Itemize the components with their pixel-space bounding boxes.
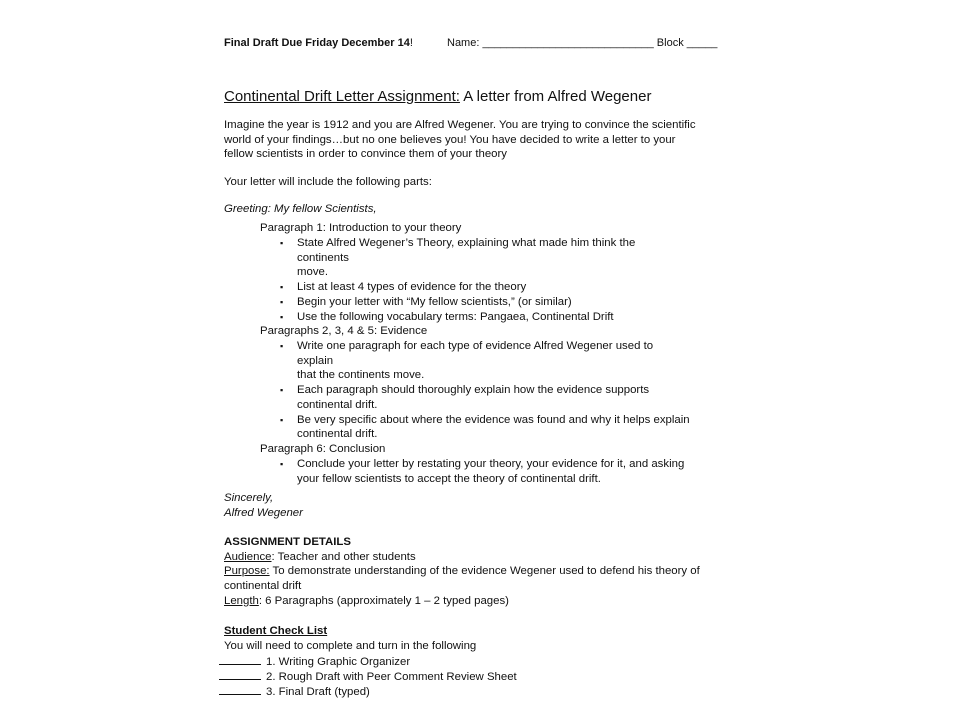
- closing-signature: Alfred Wegener: [224, 506, 303, 519]
- details-heading: ASSIGNMENT DETAILS: [224, 536, 351, 548]
- intro-line: world of your findings…but no one believes you! You have decided to write a letter to your: [224, 133, 676, 146]
- bullet-line: move.: [297, 266, 329, 279]
- intro-paragraph: [224, 118, 704, 162]
- assignment-details: [224, 535, 704, 609]
- title-rest: A letter from Alfred Wegener: [459, 88, 652, 105]
- checklist-item-label: 2. Rough Draft with Peer Comment Review Sheet: [266, 671, 517, 683]
- bullet-item: [280, 413, 690, 442]
- due-date-suffix: !: [409, 37, 413, 49]
- bullet-line: ▪ Each paragraph should thoroughly explain how the evidence supports: [297, 384, 650, 397]
- paragraph2-heading: Paragraphs 2, 3, 4 & 5: Evidence: [260, 325, 428, 337]
- student-checklist: [224, 624, 704, 653]
- greeting: Greeting: My fellow Scientists,: [224, 203, 377, 215]
- checklist-heading: Student Check List: [224, 625, 328, 637]
- bullet-line: ▪ Use the following vocabulary terms: Pangaea, Continental Drift: [297, 310, 614, 323]
- bullet-item: [280, 310, 690, 325]
- purpose-row: [224, 564, 704, 579]
- bullet-item: [280, 295, 690, 310]
- bullet-line: your fellow scientists to accept the theory of continental drift.: [297, 472, 601, 485]
- paragraph6-bullets: [280, 457, 690, 486]
- parts-intro: Your letter will include the following parts:: [224, 176, 432, 188]
- bullet-line: continental drift.: [297, 398, 378, 411]
- bullet-line: that the continents move.: [297, 369, 425, 382]
- intro-line: Imagine the year is 1912 and you are Alfred Wegener. You are trying to convince the scientific: [224, 119, 696, 131]
- bullet-line: ▪ Write one paragraph for each type of evidence Alfred Wegener used to explain: [297, 340, 654, 367]
- paragraph1-bullets: [280, 236, 690, 324]
- title-underlined: Continental Drift Letter Assignment:: [224, 88, 460, 105]
- bullet-line: ▪ Begin your letter with “My fellow scientists,” (or similar): [297, 295, 572, 308]
- bullet-item: [280, 457, 690, 486]
- bullet-item: [280, 339, 690, 383]
- paragraph2-bullets: [280, 339, 690, 442]
- due-date-header: [224, 37, 413, 49]
- check-blank: [219, 683, 261, 695]
- bullet-item: [280, 236, 690, 280]
- paragraph1-heading: Paragraph 1: Introduction to your theory: [260, 222, 462, 234]
- bullet-line: ▪ List at least 4 types of evidence for the theory: [297, 281, 527, 294]
- checklist-item-label: 3. Final Draft (typed): [266, 686, 370, 698]
- check-blank: [219, 668, 261, 680]
- bullet-line: ▪ Conclude your letter by restating your theory, your evidence for it, and asking: [297, 458, 685, 470]
- checklist-item: [219, 683, 370, 700]
- bullet-item: [280, 280, 690, 295]
- closing-salutation: Sincerely,: [224, 492, 274, 504]
- length-label: Length: [224, 594, 259, 607]
- bullet-line: continental drift.: [297, 428, 378, 441]
- purpose-text: To demonstrate understanding of the evidence Wegener used to defend his theory of: [269, 565, 700, 578]
- purpose-label: Purpose:: [224, 565, 270, 578]
- due-date-text: Final Draft Due Friday December 14: [224, 37, 410, 49]
- bullet-item: [280, 383, 690, 412]
- length-row: [224, 594, 704, 609]
- name-block-line: Name: ____________________________ Block _____: [447, 37, 718, 49]
- bullet-line: ▪ State Alfred Wegener’s Theory, explaining what made him think the continents: [297, 237, 636, 264]
- page-title: [224, 88, 651, 105]
- paragraph6-heading: Paragraph 6: Conclusion: [260, 443, 386, 455]
- audience-label: Audience: [224, 550, 272, 563]
- intro-line: fellow scientists in order to convince them of your theory: [224, 148, 507, 161]
- bullet-line: ▪ Be very specific about where the evidence was found and why it helps explain: [297, 413, 690, 426]
- closing: [224, 491, 704, 520]
- check-blank: [219, 653, 261, 665]
- length-text: : 6 Paragraphs (approximately 1 – 2 typed pages): [258, 594, 509, 607]
- audience-text: : Teacher and other students: [271, 550, 416, 563]
- purpose-continued: continental drift: [224, 580, 302, 593]
- checklist-intro: You will need to complete and turn in the following: [224, 639, 477, 652]
- checklist-item-label: 1. Writing Graphic Organizer: [266, 656, 411, 668]
- audience-row: [224, 550, 704, 565]
